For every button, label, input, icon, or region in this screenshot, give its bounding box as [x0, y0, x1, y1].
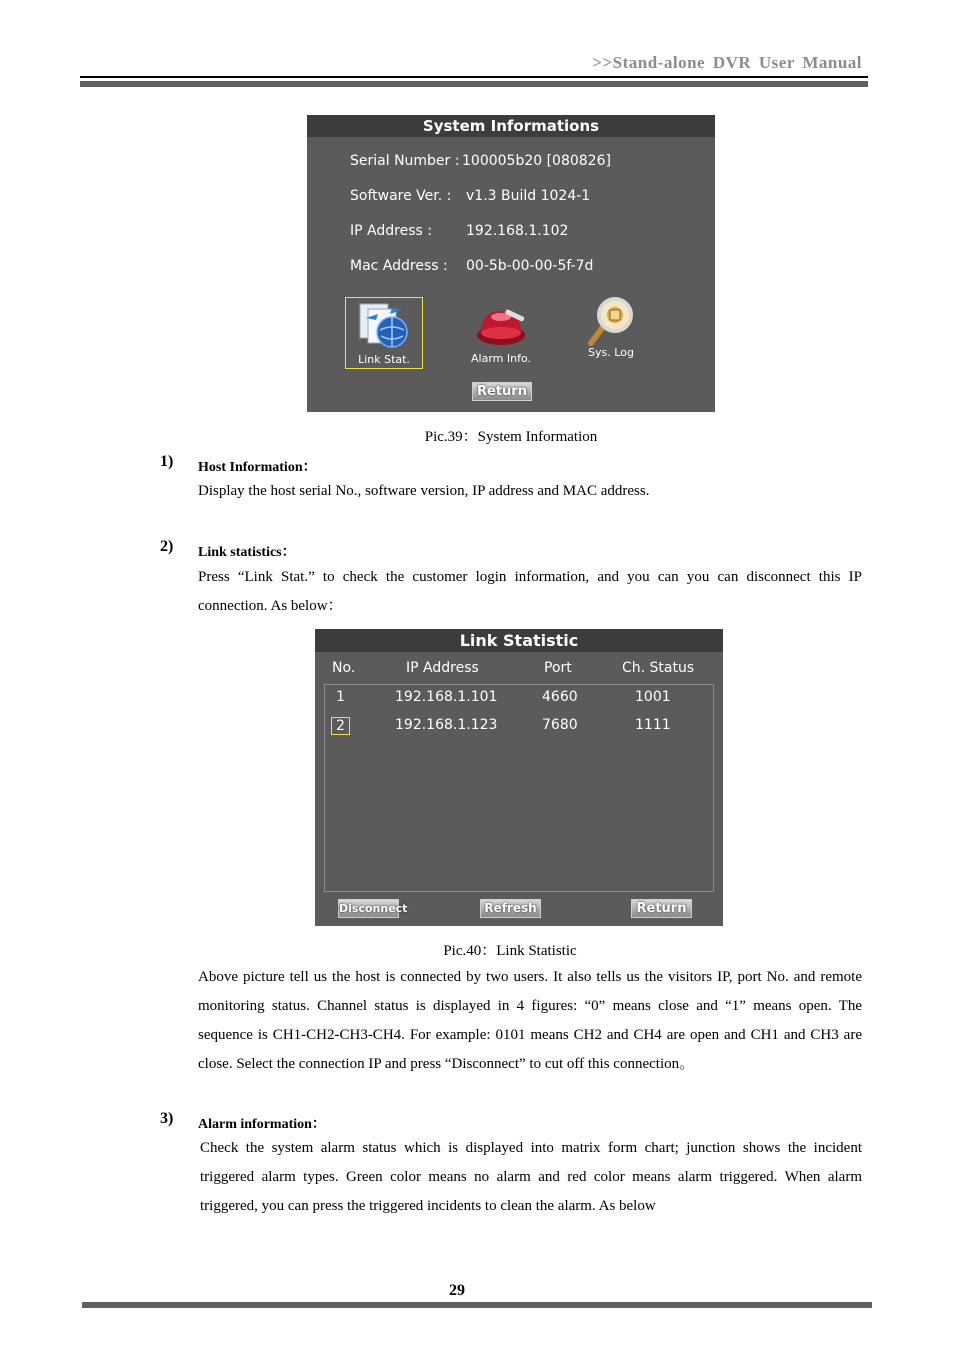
link-statistic-title: Link Statistic — [315, 629, 723, 652]
row-port: 7680 — [542, 717, 578, 733]
ip-address-label: IP Address : — [350, 223, 432, 239]
link-stat-label: Link Stat. — [358, 353, 410, 366]
page-number: 29 — [449, 1282, 465, 1299]
serial-number-row — [350, 153, 611, 169]
section-1-number: 1) — [160, 453, 174, 470]
section-3-number: 3) — [160, 1110, 174, 1127]
section-2-text: Press “Link Stat.” to check the customer login information, and you can you can disconnect this IP connection. As below： — [198, 569, 862, 614]
refresh-button[interactable]: Refresh — [480, 899, 541, 918]
return-button[interactable]: Return — [472, 382, 532, 401]
software-version-value: v1.3 Build 1024-1 — [466, 188, 591, 204]
system-info-screen — [307, 115, 715, 412]
section-3-heading: Alarm information： — [198, 1117, 326, 1132]
link-return-button[interactable]: Return — [631, 899, 692, 918]
page-header-title: >>Stand-alone DVR User Manual — [592, 53, 862, 72]
row-status: 1111 — [635, 717, 671, 733]
disconnect-button[interactable]: Disconnect — [338, 899, 399, 918]
link-statistic-screen — [315, 629, 723, 926]
ip-address-value: 192.168.1.102 — [466, 223, 569, 239]
header-divider-thick — [80, 81, 868, 87]
sys-log-icon — [583, 295, 639, 347]
row-port: 4660 — [542, 689, 578, 705]
connection-list — [324, 684, 714, 892]
serial-number-value: 100005b20 [080826] — [462, 153, 611, 169]
software-version-row — [350, 188, 591, 204]
section-3-text: Check the system alarm status which is displayed into matrix form chart; junction shows the incident triggered alarm types. Green color means no alarm and red color means alarm triggered. When alarm triggered, you can press the triggered incidents to clean the alarm. As below — [200, 1140, 862, 1214]
section-2-number: 2) — [160, 538, 174, 555]
row-ip: 192.168.1.101 — [395, 689, 498, 705]
col-header-no: No. — [332, 660, 356, 676]
mac-address-label: Mac Address : — [350, 258, 448, 274]
alarm-info-label: Alarm Info. — [471, 352, 531, 365]
figure-caption-40: Pic.40：Link Statistic — [443, 943, 577, 959]
row-ip: 192.168.1.123 — [395, 717, 498, 733]
row-no-selected: 2 — [331, 717, 350, 735]
ip-address-row — [350, 223, 569, 239]
col-header-ip: IP Address — [406, 660, 479, 676]
alarm-info-button[interactable] — [463, 297, 539, 367]
link-stat-icon — [354, 300, 414, 352]
mac-address-value: 00-5b-00-00-5f-7d — [466, 258, 594, 274]
serial-number-label: Serial Number : — [350, 153, 460, 169]
alarm-info-icon — [471, 299, 531, 351]
section-2-heading: Link statistics： — [198, 545, 296, 560]
col-header-status: Ch. Status — [622, 660, 695, 676]
header-divider-thin — [80, 76, 868, 78]
sys-log-label: Sys. Log — [588, 346, 634, 359]
row-status: 1001 — [635, 689, 671, 705]
link-stat-button[interactable] — [345, 297, 423, 369]
footer-divider — [82, 1302, 872, 1308]
system-info-title: System Informations — [307, 115, 715, 137]
section-1-text: Display the host serial No., software version, IP address and MAC address. — [198, 483, 650, 499]
software-version-label: Software Ver. : — [350, 188, 452, 204]
section-1-heading: Host Information： — [198, 460, 317, 475]
figure-caption-39: Pic.39：System Information — [424, 429, 598, 445]
sys-log-button[interactable] — [573, 295, 649, 365]
mac-address-row — [350, 258, 594, 274]
row-no: 1 — [336, 689, 345, 705]
paragraph-link-explanation: Above picture tell us the host is connected by two users. It also tells us the visitors IP, port No. and remote monitoring status. Channel status is displayed in 4 figures: “0” means close and “1” means open. The sequence is CH1-CH2-CH3-CH4. For example: 0101 means CH2 and CH4 are open and CH1 and CH3 are close. Select the connection IP and press “Disconnect” to cut off this connection。 — [198, 969, 862, 1072]
col-header-port: Port — [544, 660, 572, 676]
